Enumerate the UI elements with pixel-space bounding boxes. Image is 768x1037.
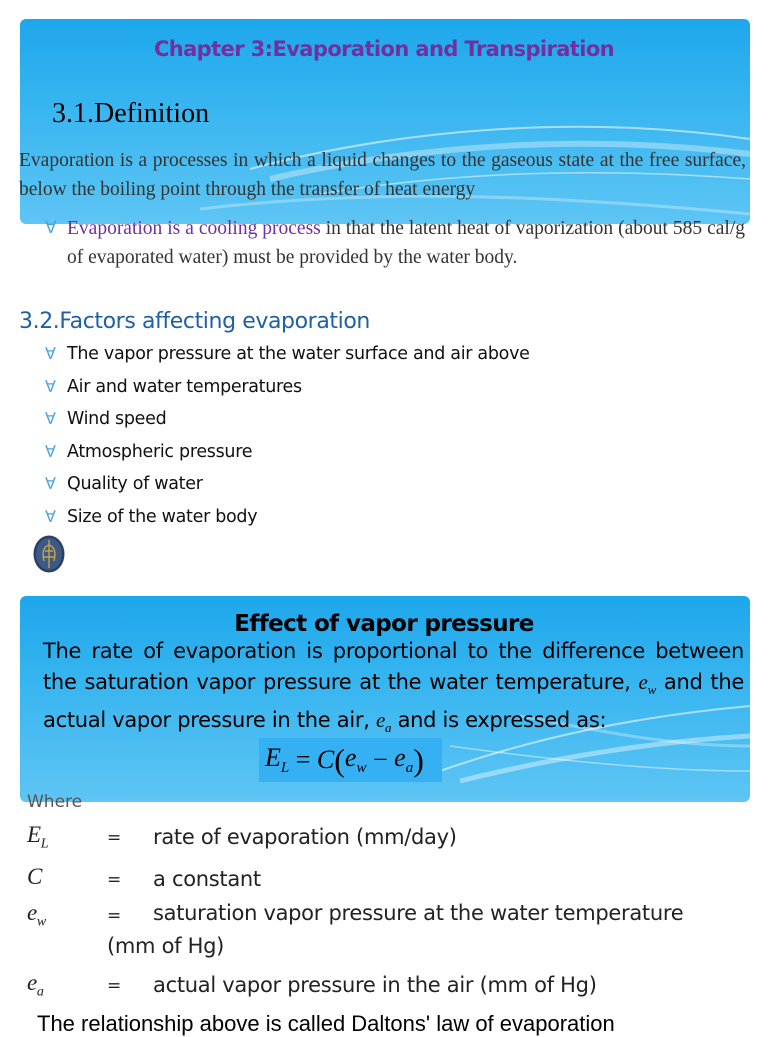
list-item bbox=[45, 344, 530, 377]
factor-text: Size of the water body bbox=[67, 506, 258, 527]
definition-symbol: C bbox=[27, 864, 43, 889]
factors-heading: 3.2.Factors affecting evaporation bbox=[19, 309, 370, 334]
definition-text: a constant bbox=[153, 867, 261, 891]
list-item bbox=[45, 507, 530, 540]
chapter-title: Chapter 3:Evaporation and Transpiration bbox=[153, 37, 615, 61]
ew-symbol: $e_w$ bbox=[638, 670, 656, 698]
bullet-icon: ∀ bbox=[45, 506, 56, 526]
factor-text: Air and water temperatures bbox=[67, 376, 302, 397]
bullet-icon: ∀ bbox=[45, 441, 56, 461]
list-item bbox=[45, 409, 530, 442]
definition-symbol: $e_a$ bbox=[27, 970, 44, 1000]
ea-symbol: $e_a$ bbox=[375, 708, 392, 736]
factors-list bbox=[45, 344, 530, 539]
factor-text: Quality of water bbox=[67, 474, 203, 494]
evaporation-formula: $E_L$ = C ( $e_w$ − $e_a$ ) bbox=[259, 738, 442, 782]
body-text: and is expressed as: bbox=[391, 708, 607, 733]
bullet-icon: ∀ bbox=[45, 218, 57, 238]
body-text: and the actual vapor pressure in the air, bbox=[43, 670, 744, 733]
equals-sign: = bbox=[107, 906, 121, 926]
body-text: The rate of evaporation is proportional to the difference between the saturation vapor pressure at the water temperature, bbox=[43, 639, 744, 694]
equals-sign: = bbox=[107, 976, 121, 996]
cooling-bullet bbox=[45, 214, 745, 272]
bullet-icon: ∀ bbox=[45, 376, 56, 396]
bullet-icon: ∀ bbox=[45, 344, 56, 363]
factor-text: The vapor pressure at the water surface and air above bbox=[67, 344, 530, 364]
university-logo-icon bbox=[33, 535, 65, 573]
bullet-text: in that the latent heat of vaporization (about 585 cal/g of evaporated water) must be provided by the water body. bbox=[67, 218, 745, 268]
bullet-icon: ∀ bbox=[45, 474, 56, 493]
vapor-pressure-paragraph bbox=[43, 636, 744, 743]
definition-paragraph: Evaporation is a processes in which a liquid changes to the gaseous state at the free surface, below the boiling point through the transfer of heat energy bbox=[19, 150, 746, 200]
equals-sign: = bbox=[107, 828, 121, 848]
definition-text: rate of evaporation (mm/day) bbox=[153, 825, 457, 849]
definition-symbol: $e_w$ bbox=[27, 900, 46, 930]
where-label: Where bbox=[27, 792, 83, 812]
equals-sign: = bbox=[107, 870, 121, 890]
factor-text: Atmospheric pressure bbox=[67, 441, 253, 462]
bullet-icon: ∀ bbox=[45, 409, 56, 428]
bullet-highlight: Evaporation is a cooling process bbox=[67, 218, 321, 239]
vapor-pressure-title: Effect of vapor pressure bbox=[234, 611, 534, 637]
definition-text: saturation vapor pressure at the water temperature (mm of Hg) bbox=[107, 901, 684, 958]
factor-text: Wind speed bbox=[67, 409, 167, 429]
section-heading: 3.1.Definition bbox=[52, 98, 210, 129]
definition-text: actual vapor pressure in the air (mm of Hg) bbox=[153, 973, 597, 997]
list-item bbox=[45, 442, 530, 475]
definition-symbol: $E_L$ bbox=[27, 822, 49, 852]
footer-text: The relationship above is called Daltons' law of evaporation bbox=[37, 1011, 615, 1036]
list-item bbox=[45, 377, 530, 410]
list-item bbox=[45, 474, 530, 507]
